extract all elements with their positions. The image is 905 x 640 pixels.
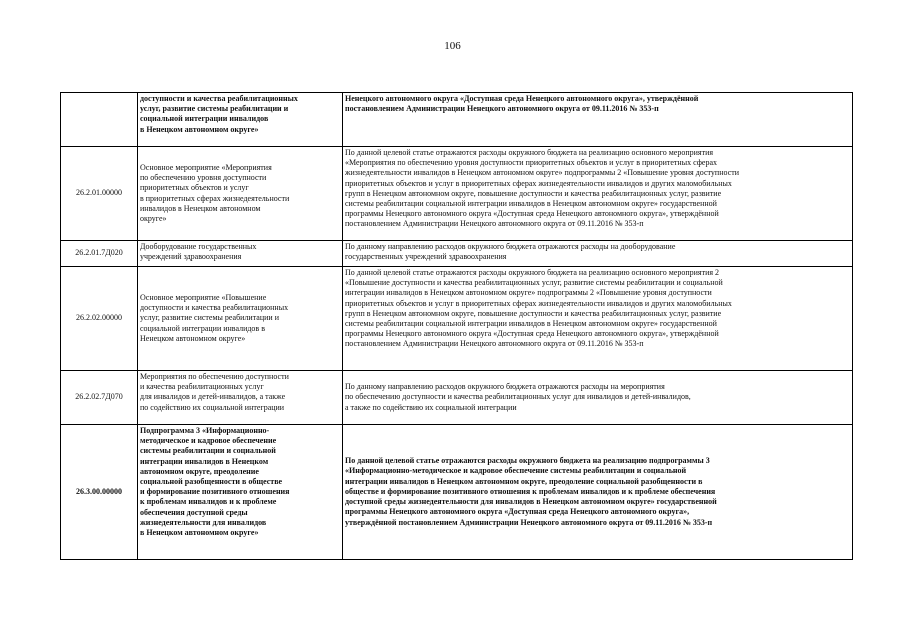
row-code: 26.2.02.7Д070	[61, 371, 138, 425]
row-description: По данной целевой статье отражаются расходы окружного бюджета на реализацию основного мероприятия 2 «Повышение доступности и качества реабилитационных услуг, развитие системы реабилитации и социальной интеграции инвалидов в Ненецком автономном округе» подпрограммы 2 «Повышение уровня доступности приоритетных объектов и услуг в приоритетных сферах жизнедеятельности инвалидов и других маломобильных групп в Ненецком автономном округе, повышение доступности и качества реабилитационных услуг, развитие системы реабилитации социальной интеграции инвалидов в Ненецком автономном округе» государственной программы Ненецкого автономного округа «Доступная среда Ненецкого автономного округа», утверждённой постановлением Администрации Ненецкого автономного округа от 09.11.2016 № 353-п	[343, 267, 853, 371]
table-row	[61, 147, 853, 241]
row-description: По данной целевой статье отражаются расходы окружного бюджета на реализацию подпрограммы 3 «Информационно-методическое и кадровое обеспечение системы реабилитации и социальной интеграции инвалидов в Ненецком автономном округе, преодоление социальной разобщенности в обществе и формирование позитивного отношения к проблемам инвалидов и к проблеме обеспечения доступной среды жизнедеятельности для инвалидов в Ненецком автономном округе» государственной программы Ненецкого автономного округа «Доступная среда Ненецкого автономного округа», утверждённой постановлением Администрации Ненецкого автономного округа от 09.11.2016 № 353-п	[343, 425, 853, 560]
table-row	[61, 371, 853, 425]
page-number: 106	[444, 40, 461, 52]
row-name: Подпрограмма 3 «Информационно- методическое и кадровое обеспечение системы реабилитации и социальной интеграции инвалидов в Ненецком автономном округе, преодоление социальной разобщенности в обществе и формирование позитивного отношения к проблемам инвалидов и к проблеме обеспечения доступной среды жизнедеятельности для инвалидов в Ненецком автономном округе»	[138, 425, 343, 560]
row-description: По данному направлению расходов окружного бюджета отражаются расходы на мероприятия по обеспечению доступности и качества реабилитационных услуг для инвалидов и детей-инвалидов, а также по содействию их социальной интеграции	[343, 371, 853, 425]
row-name: Основное мероприятие «Мероприятия по обеспечению уровня доступности приоритетных объектов и услуг в приоритетных сферах жизнедеятельности инвалидов в Ненецком автономном округе»	[138, 147, 343, 241]
row-code: 26.2.01.7Д020	[61, 241, 138, 267]
table-row	[61, 241, 853, 267]
row-description: Ненецкого автономного округа «Доступная среда Ненецкого автономного округа», утверждённой постановлением Администрации Ненецкого автономного округа от 09.11.2016 № 353-п	[343, 93, 853, 147]
row-description: По данной целевой статье отражаются расходы окружного бюджета на реализацию основного мероприятия «Мероприятия по обеспечению уровня доступности приоритетных объектов и услуг в приоритетных сферах жизнедеятельности инвалидов в Ненецком автономном округе» подпрограммы 2 «Повышение уровня доступности приоритетных объектов и услуг в приоритетных сферах жизнедеятельности инвалидов и других маломобильных групп в Ненецком автономном округе, повышение доступности и качества реабилитационных услуг, развитие системы реабилитации социальной интеграции инвалидов в Ненецком автономном округе» государственной программы Ненецкого автономного округа «Доступная среда Ненецкого автономного округа», утверждённой постановлением Администрации Ненецкого автономного округа от 09.11.2016 № 353-п	[343, 147, 853, 241]
row-code	[61, 93, 138, 147]
table-row	[61, 93, 853, 147]
row-code: 26.3.00.00000	[61, 425, 138, 560]
row-name: Дооборудование государственных учреждений здравоохранения	[138, 241, 343, 267]
row-name: Основное мероприятие «Повышение доступности и качества реабилитационных услуг, развитие системы реабилитации и социальной интеграции инвалидов в Ненецком автономном округе»	[138, 267, 343, 371]
row-code: 26.2.02.00000	[61, 267, 138, 371]
row-name: доступности и качества реабилитационных услуг, развитие системы реабилитации и социальной интеграции инвалидов в Ненецком автономном округе»	[138, 93, 343, 147]
row-name: Мероприятия по обеспечению доступности и качества реабилитационных услуг для инвалидов и детей-инвалидов, а также по содействию их социальной интеграции	[138, 371, 343, 425]
budget-classification-table	[60, 92, 853, 560]
row-description: По данному направлению расходов окружного бюджета отражаются расходы на дооборудование государственных учреждений здравоохранения	[343, 241, 853, 267]
table-row	[61, 425, 853, 560]
table-row	[61, 267, 853, 371]
row-code: 26.2.01.00000	[61, 147, 138, 241]
